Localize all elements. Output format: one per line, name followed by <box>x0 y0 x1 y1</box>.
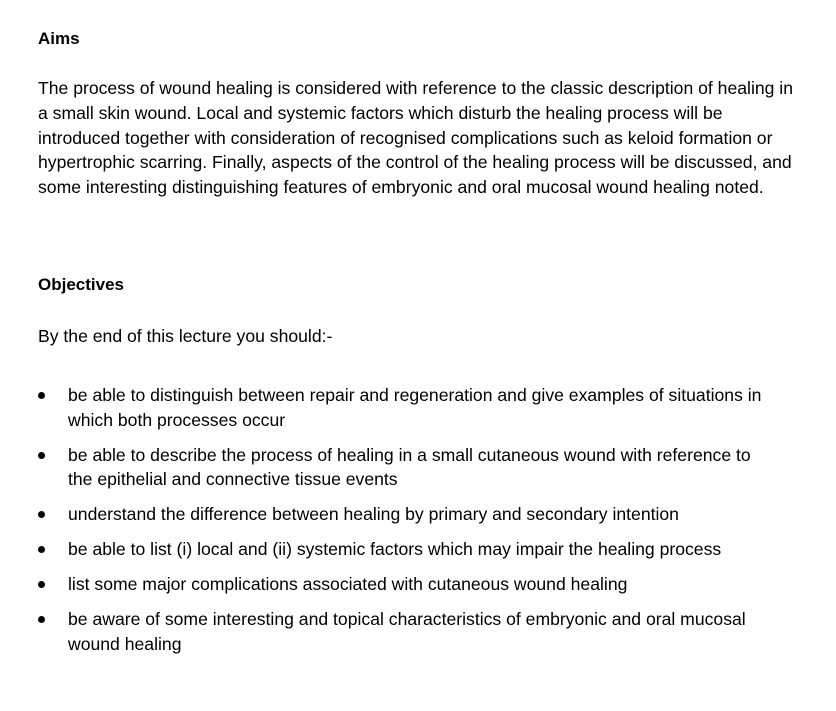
objective-text: be able to describe the process of healing in a small cutaneous wound with reference to the epithelial and connective tissue events <box>68 444 751 489</box>
objective-text: be able to list (i) local and (ii) systemic factors which may impair the healing process <box>68 539 722 559</box>
objective-item <box>0 607 768 656</box>
bullet-icon <box>38 392 45 399</box>
objective-item <box>0 443 768 492</box>
objectives-intro: By the end of this lecture you should:- <box>38 326 333 346</box>
objective-item <box>0 572 768 597</box>
objective-item <box>0 383 768 432</box>
objectives-heading: Objectives <box>38 275 124 294</box>
bullet-icon <box>38 511 45 518</box>
objective-text: list some major complications associated with cutaneous wound healing <box>68 574 628 594</box>
bullet-icon <box>38 616 45 623</box>
objective-text: be aware of some interesting and topical characteristics of embryonic and oral mucosal wound healing <box>68 609 746 654</box>
objective-item <box>0 537 768 562</box>
objectives-list <box>0 383 836 667</box>
objective-text: understand the difference between healing by primary and secondary intention <box>68 504 679 524</box>
bullet-icon <box>38 546 45 553</box>
objective-text: be able to distinguish between repair and regeneration and give examples of situations in which both processes occur <box>68 385 762 430</box>
bullet-icon <box>38 452 45 459</box>
aims-heading: Aims <box>38 29 80 48</box>
aims-paragraph: The process of wound healing is considered with reference to the classic description of healing in a small skin wound. Local and systemic factors which disturb the healing process will be introduced together with consideration of recognised complications such as keloid formation or hypertrophic scarring. Finally, aspects of the control of the healing process will be discussed, and some interesting distinguishing features of embryonic and oral mucosal wound healing noted. <box>38 78 794 198</box>
bullet-icon <box>38 581 45 588</box>
objective-item <box>0 502 768 527</box>
